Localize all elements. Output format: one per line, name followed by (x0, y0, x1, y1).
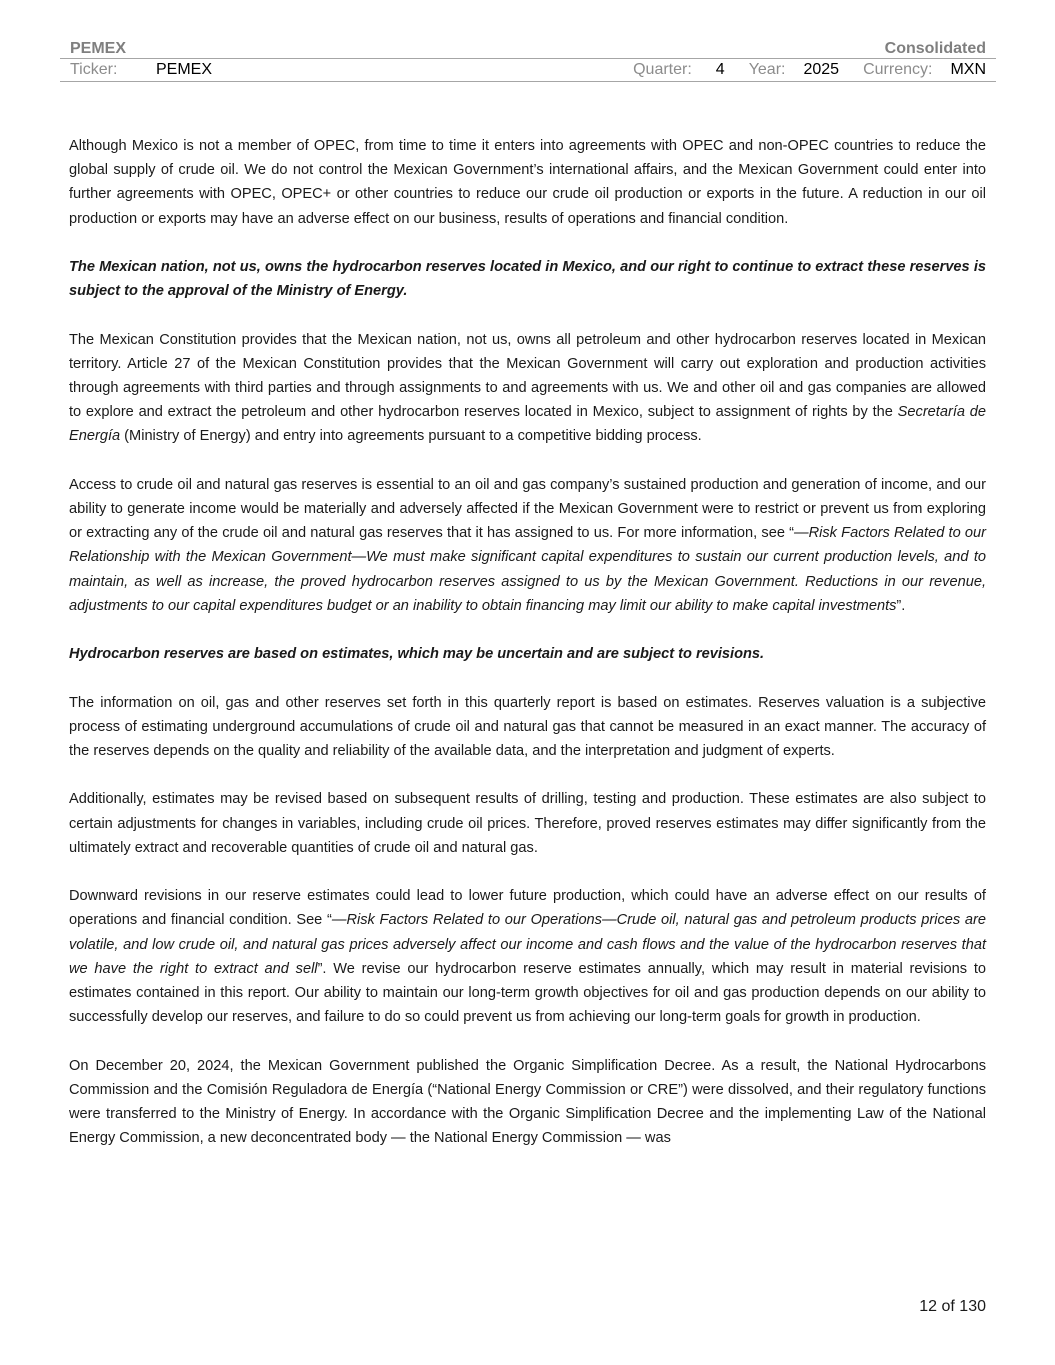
year-value: 2025 (803, 61, 840, 78)
currency-value: MXN (950, 61, 986, 78)
paragraph-constitution: The Mexican Constitution provides that the Mexican nation, not us, owns all petroleum and other hydrocarbon reserves located in Mexican territory. Article 27 of the Mexican Constitution provides that the Mexican Government will carry out exploration and production activities through agreements with third parties and through assignments to and agreements with us. We and other oil and gas companies are allowed to explore and extract the petroleum and other hydrocarbon reserves located in Mexico, subject to assignment of rights by the Secretaría de Energía (Ministry of Energy) and entry into agreements pursuant to a competitive bidding process. (69, 331, 986, 445)
header-title-row (60, 36, 996, 59)
cross-reference-operations: —Risk Factors Related to our Operations—Crude oil, natural gas and petroleum products prices are volatile, and low crude oil, and natural gas prices adversely affect our income and cash flows and the value of the hydrocarbon reserves that we have the right to extract and sell (69, 912, 986, 977)
document-body (69, 134, 986, 1175)
quarter-value: 4 (715, 61, 725, 78)
paragraph-simplification-decree: On December 20, 2024, the Mexican Government published the Organic Simplification Decree. As a result, the National Hydrocarbons Commission and the Comisión Reguladora de Energía (“National Energy Commission or CRE”) were dissolved, and their regulatory functions were transferred to the Ministry of Energy. In accordance with the Organic Simplification Decree and the implementing Law of the National Energy Commission, a new deconcentrated body — the National Energy Commission — was (69, 1057, 986, 1147)
ticker-value: PEMEX (156, 61, 213, 78)
cross-reference-government: —Risk Factors Related to our Relationship with the Mexican Government—We must make significant capital expenditures to sustain our current production levels, and to maintain, as well as increase, the proved hydrocarbon reserves assigned to us by the Mexican Government. Reductions in our revenue, adjustments to our capital expenditures budget or an inability to obtain financing may limit our ability to make capital investments (69, 525, 986, 614)
paragraph-reserves-information: The information on oil, gas and other reserves set forth in this quarterly report is based on estimates. Reserves valuation is a subjective process of estimating underground accumulations of crude oil and natural gas that cannot be measured in an exact manner. The accuracy of the reserves depends on the quality and reliability of the available data, and the interpretation and judgment of experts. (69, 694, 986, 759)
heading-reserves-estimates: Hydrocarbon reserves are based on estimates, which may be uncertain and are subject to revisions. (69, 646, 765, 663)
report-type: Consolidated (884, 40, 986, 57)
heading-reserves-ownership: The Mexican nation, not us, owns the hydrocarbon reserves located in Mexico, and our right to continue to extract these reserves is subject to the approval of the Ministry of Energy. (69, 259, 986, 300)
year-label: Year: (748, 61, 786, 78)
header-info-row (60, 59, 996, 82)
currency-label: Currency: (863, 61, 933, 78)
paragraph-opec: Although Mexico is not a member of OPEC, from time to time it enters into agreements with OPEC and non-OPEC countries to reduce the global supply of crude oil. We do not control the Mexican Government’s international affairs, and the Mexican Government could enter into further agreements with OPEC, OPEC+ or other countries to reduce our crude oil production or exports in the future. A reduction in our oil production or exports may have an adverse effect on our business, results of operations and financial condition. (69, 138, 986, 227)
report-header (60, 36, 996, 82)
quarter-label: Quarter: (633, 61, 692, 78)
page-number: 12 of 130 (919, 1298, 986, 1315)
ticker-label: Ticker: (70, 61, 118, 78)
secretaria-term: Secretaría de Energía (69, 404, 986, 445)
company-name: PEMEX (70, 40, 127, 57)
paragraph-estimates-revised: Additionally, estimates may be revised based on subsequent results of drilling, testing and production. These estimates are also subject to certain adjustments for changes in variables, including crude oil prices. Therefore, proved reserves estimates may differ significantly from the ultimately extract and recoverable quantities of crude oil and natural gas. (69, 791, 986, 856)
paragraph-downward-revisions: Downward revisions in our reserve estimates could lead to lower future production, which could have an adverse effect on our results of operations and financial condition. See “—Risk Factors Related to our Operations—Crude oil, natural gas and petroleum products prices are volatile, and low crude oil, and natural gas prices adversely affect our income and cash flows and the value of the hydrocarbon reserves that we have the right to extract and sell”. We revise our hydrocarbon reserve estimates annually, which may result in material revisions to estimates contained in this report. Our ability to maintain our long-term growth objectives for oil and gas production depends on our ability to successfully develop our reserves, and failure to do so could prevent us from achieving our long-term goals for growth in production. (69, 888, 986, 1026)
paragraph-access-reserves: Access to crude oil and natural gas reserves is essential to an oil and gas company’s sustained production and generation of income, and our ability to generate income would be materially and adversely affected if the Mexican Government were to restrict or prevent us from exploring or extracting any of the crude oil and natural gas reserves that it has assigned to us. For more information, see “—Risk Factors Related to our Relationship with the Mexican Government—We must make significant capital expenditures to sustain our current production levels, and to maintain, as well as increase, the proved hydrocarbon reserves assigned to us by the Mexican Government. Reductions in our revenue, adjustments to our capital expenditures budget or an inability to obtain financing may limit our ability to make capital investments”. (69, 476, 986, 614)
